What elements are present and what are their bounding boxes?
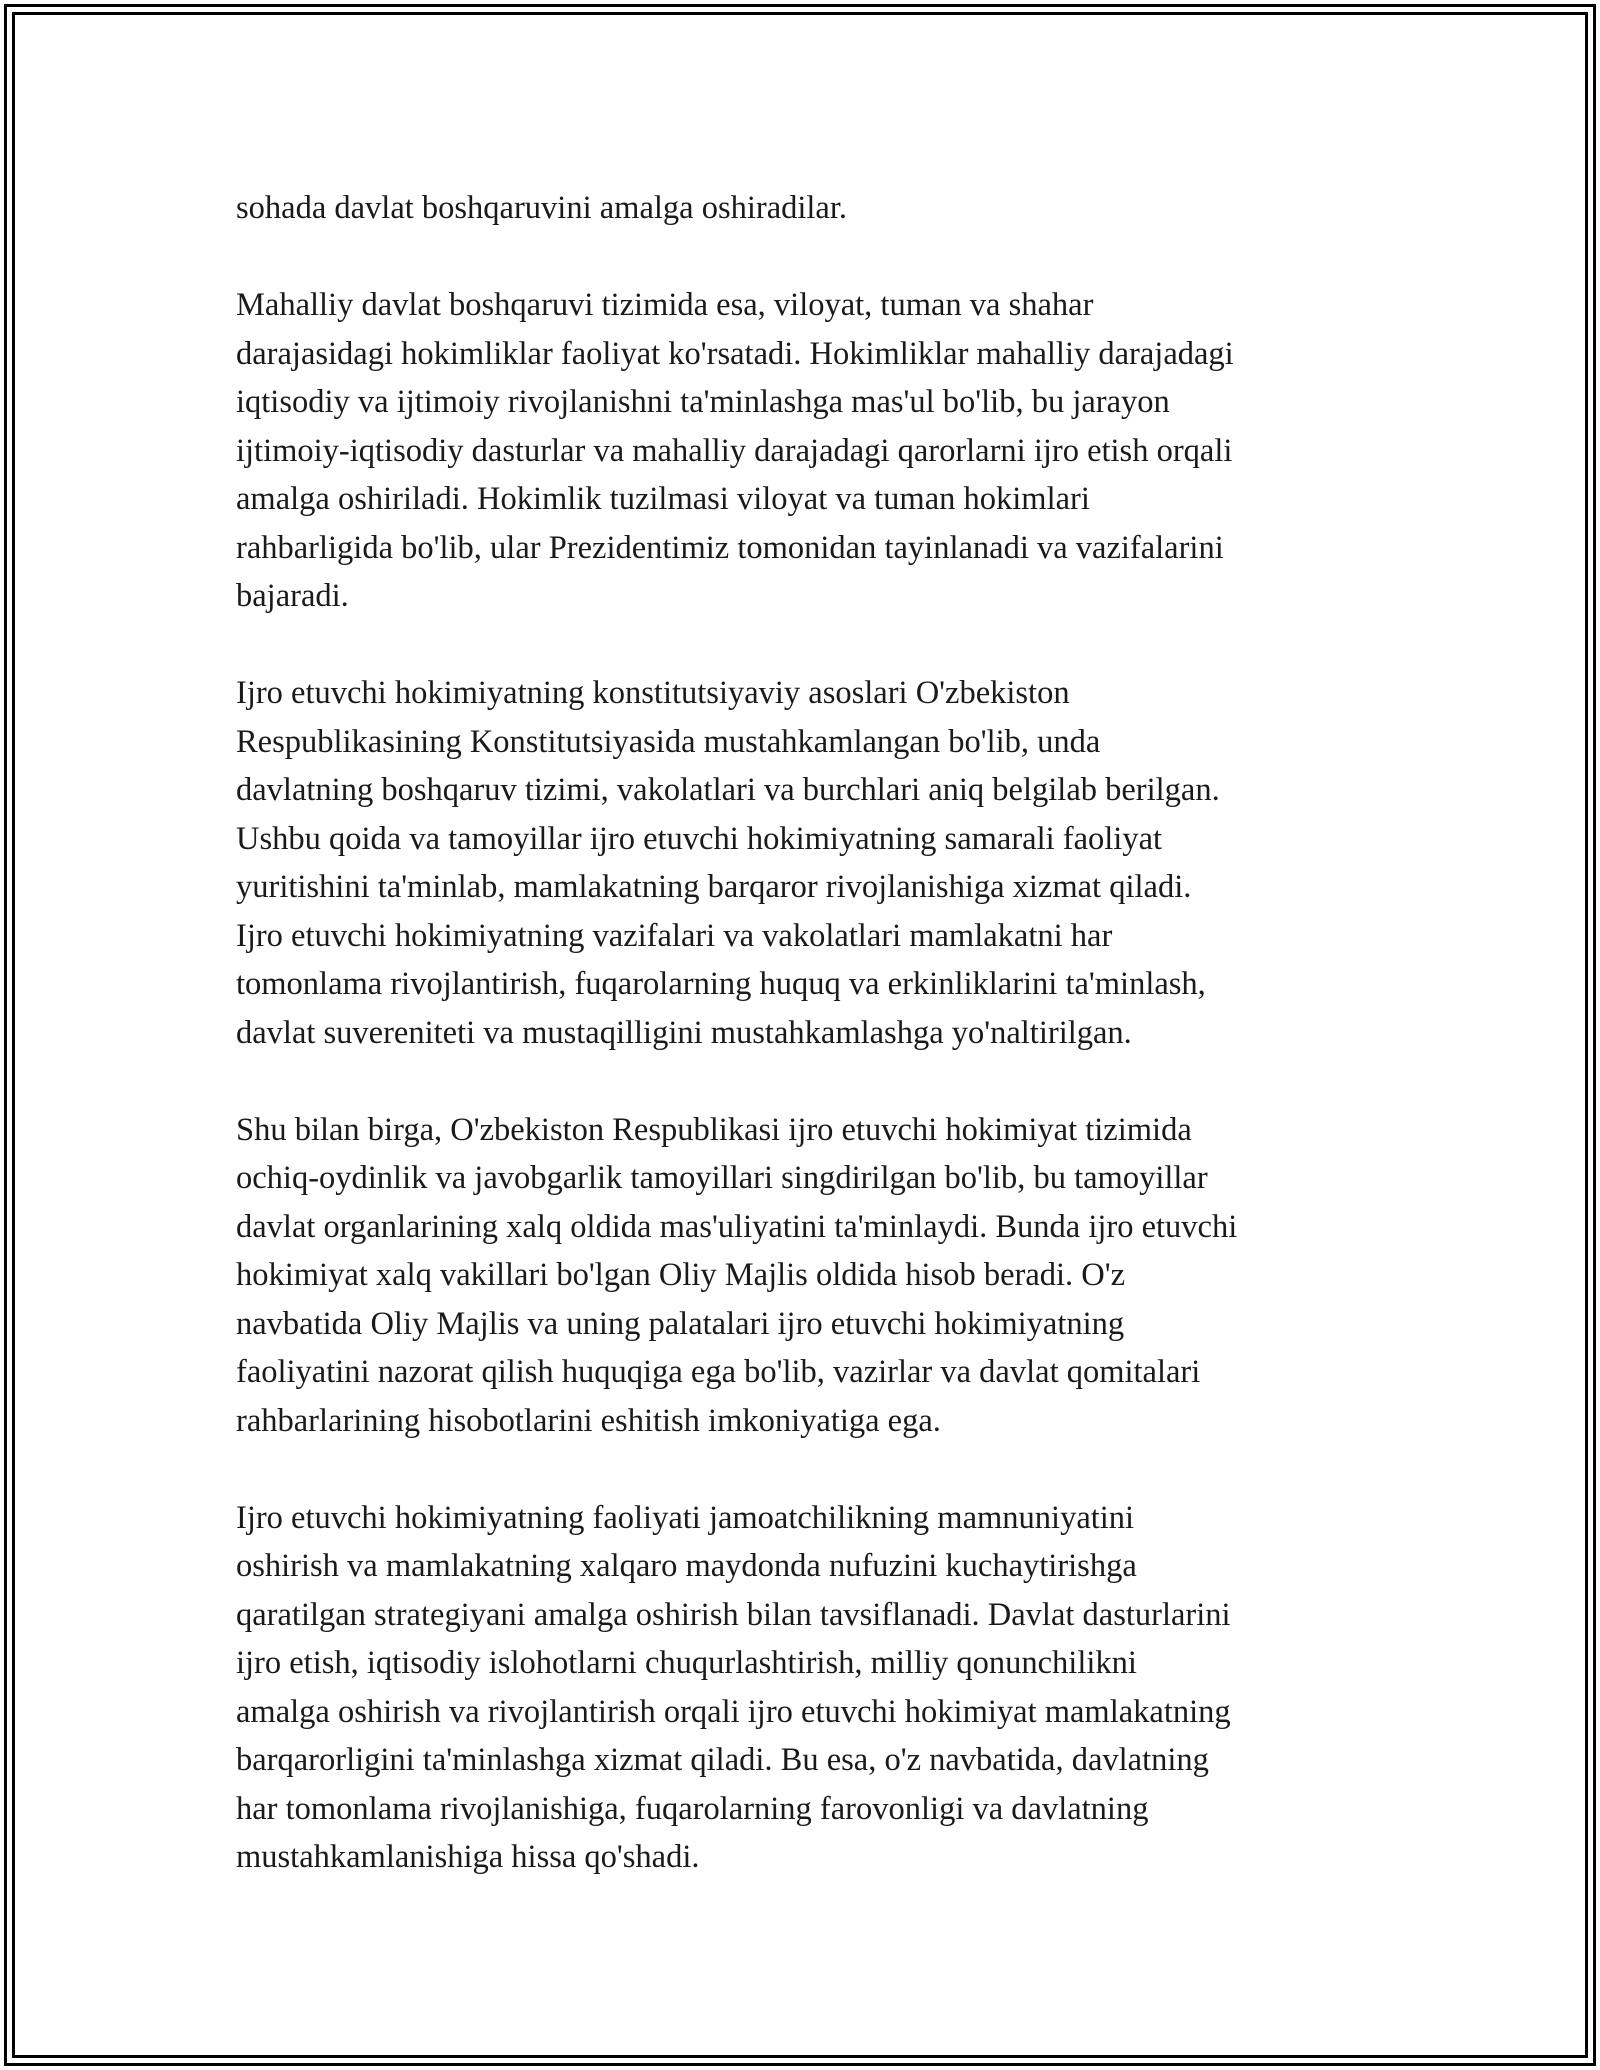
text-line: Ushbu qoida va tamoyillar ijro etuvchi hokimiyatning samarali faoliyat bbox=[236, 820, 1163, 857]
text-line: amalga oshirish va rivojlantirish orqali ijro etuvchi hokimiyat mamlakatning bbox=[236, 1693, 1231, 1730]
document-body bbox=[236, 184, 1386, 1930]
paragraph-2 bbox=[236, 281, 1386, 621]
text-line: iqtisodiy va ijtimoiy rivojlanishni ta'minlashga mas'ul bo'lib, bu jarayon bbox=[236, 384, 1170, 420]
text-line: har tomonlama rivojlanishiga, fuqarolarning farovonligi va davlatning bbox=[236, 1790, 1149, 1827]
text-line: Respublikasining Konstitutsiyasida mustahkamlangan bo'lib, unda bbox=[236, 723, 1101, 760]
text-line: darajasidagi hokimliklar faoliyat ko'rsatadi. Hokimliklar mahalliy darajadagi bbox=[236, 335, 1234, 372]
text-line: davlatning boshqaruv tizimi, vakolatlari va burchlari aniq belgilab berilgan. bbox=[236, 772, 1220, 808]
text-line: Mahalliy davlat boshqaruvi tizimida esa, viloyat, tuman va shahar bbox=[236, 287, 1094, 323]
paragraph-4 bbox=[236, 1106, 1386, 1446]
text-line: rahbarlarining hisobotlarini eshitish imkoniyatiga ega. bbox=[236, 1402, 941, 1439]
paragraph-5 bbox=[236, 1494, 1386, 1882]
text-line: tomonlama rivojlantirish, fuqarolarning huquq va erkinliklarini ta'minlash, bbox=[236, 966, 1206, 1002]
text-line: Ijro etuvchi hokimiyatning konstitutsiyaviy asoslari O'zbekiston bbox=[236, 675, 1070, 711]
text-line: davlat organlarining xalq oldida mas'uliyatini ta'minlaydi. Bunda ijro etuvchi bbox=[236, 1208, 1238, 1245]
text-line: amalga oshiriladi. Hokimlik tuzilmasi viloyat va tuman hokimlari bbox=[236, 481, 1090, 517]
text-line: barqarorligini ta'minlashga xizmat qiladi. Bu esa, o'z navbatida, davlatning bbox=[236, 1742, 1209, 1778]
text-line: yuritishini ta'minlab, mamlakatning barqaror rivojlanishiga xizmat qiladi. bbox=[236, 869, 1192, 905]
text-line: faoliyatini nazorat qilish huquqiga ega bo'lib, vazirlar va davlat qomitalari bbox=[236, 1354, 1201, 1390]
text-line: Ijro etuvchi hokimiyatning vazifalari va vakolatlari mamlakatni har bbox=[236, 917, 1113, 954]
text-line: ijtimoiy-iqtisodiy dasturlar va mahalliy darajadagi qarorlarni ijro etish orqali bbox=[236, 432, 1233, 469]
text-line: rahbarligida bo'lib, ular Prezidentimiz tomonidan tayinlanadi va vazifalarini bbox=[236, 529, 1224, 566]
text-line: sohada davlat boshqaruvini amalga oshiradilar. bbox=[236, 190, 848, 226]
text-line: Shu bilan birga, O'zbekiston Respublikasi ijro etuvchi hokimiyat tizimida bbox=[236, 1111, 1192, 1148]
text-line: oshirish va mamlakatning xalqaro maydonda nufuzini kuchaytirishga bbox=[236, 1548, 1137, 1584]
text-line: bajaradi. bbox=[236, 578, 349, 614]
text-line: Ijro etuvchi hokimiyatning faoliyati jamoatchilikning mamnuniyatini bbox=[236, 1499, 1135, 1536]
paragraph-3 bbox=[236, 669, 1386, 1057]
text-line: davlat suvereniteti va mustaqilligini mustahkamlashga yo'naltirilgan. bbox=[236, 1014, 1132, 1051]
text-line: qaratilgan strategiyani amalga oshirish bilan tavsiflanadi. Davlat dasturlarini bbox=[236, 1596, 1231, 1633]
text-line: ochiq-oydinlik va javobgarlik tamoyillari singdirilgan bo'lib, bu tamoyillar bbox=[236, 1160, 1208, 1196]
text-line: hokimiyat xalq vakillari bo'lgan Oliy Majlis oldida hisob beradi. O'z bbox=[236, 1257, 1126, 1293]
text-line: navbatida Oliy Majlis va uning palatalari ijro etuvchi hokimiyatning bbox=[236, 1305, 1125, 1342]
text-line: mustahkamlanishiga hissa qo'shadi. bbox=[236, 1839, 700, 1875]
paragraph-1 bbox=[236, 184, 1386, 233]
text-line: ijro etish, iqtisodiy islohotlarni chuqurlashtirish, milliy qonunchilikni bbox=[236, 1645, 1137, 1681]
